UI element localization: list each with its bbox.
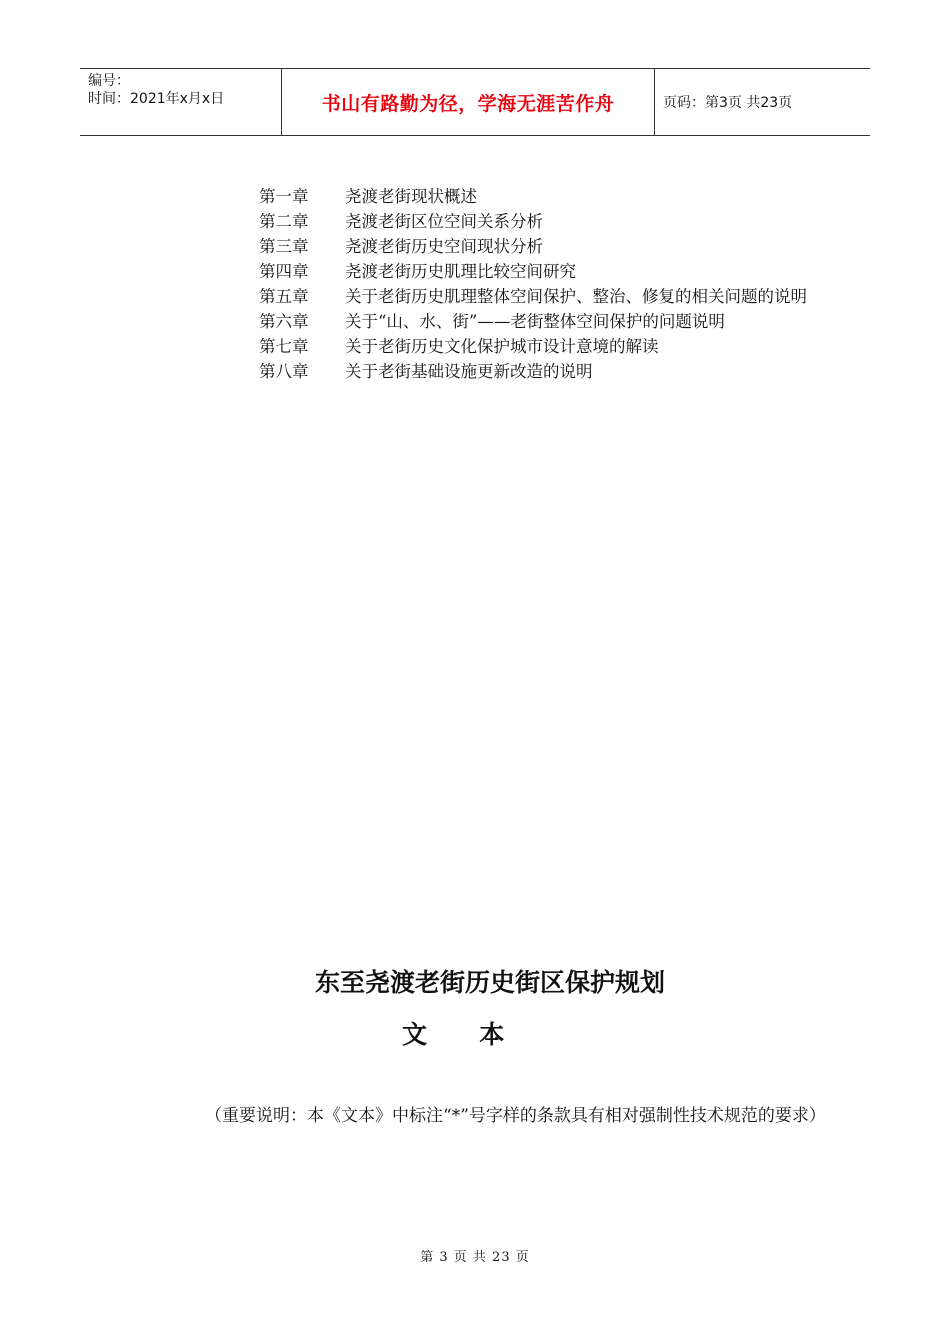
document-number-label: 编号：: [88, 73, 130, 89]
header-page-cell: [655, 69, 870, 135]
toc-title: 尧渡老街区位空间关系分析: [345, 212, 543, 231]
toc-row: [259, 209, 819, 234]
toc-row: [259, 184, 819, 209]
header-motto: 书山有路勤为径，学海无涯苦作舟: [321, 92, 615, 115]
toc-row: [259, 259, 819, 284]
document-subtitle: 文 本: [402, 1020, 505, 1049]
header-motto-cell: [282, 69, 655, 135]
toc-title: 关于老街历史文化保护城市设计意境的解读: [345, 337, 659, 356]
toc-title: 关于老街历史肌理整体空间保护、整治、修复的相关问题的说明: [345, 287, 807, 306]
toc-chapter: 第八章: [259, 362, 309, 381]
toc-row: [259, 359, 819, 384]
toc-title: 尧渡老街现状概述: [345, 187, 477, 206]
page-footer: 第 3 页 共 23 页: [420, 1250, 530, 1265]
page-header: [80, 68, 870, 136]
header-page-info: 页码：第3页 共23页: [663, 95, 793, 111]
toc-row: [259, 334, 819, 359]
toc-title: 关于“山、水、街”——老街整体空间保护的问题说明: [345, 312, 725, 331]
toc-title: 尧渡老街历史肌理比较空间研究: [345, 262, 576, 281]
toc-chapter: 第六章: [259, 312, 309, 331]
toc-row: [259, 284, 819, 309]
table-of-contents: [259, 184, 819, 384]
document-date: 时间：2021年x月x日: [88, 91, 225, 107]
document-title: 东至尧渡老街历史街区保护规划: [314, 968, 665, 997]
toc-chapter: 第七章: [259, 337, 309, 356]
toc-chapter: 第一章: [259, 187, 309, 206]
toc-row: [259, 309, 819, 334]
toc-chapter: 第二章: [259, 212, 309, 231]
toc-chapter: 第三章: [259, 237, 309, 256]
header-meta-cell: [80, 69, 282, 135]
toc-row: [259, 234, 819, 259]
toc-title: 关于老街基础设施更新改造的说明: [345, 362, 593, 381]
toc-title: 尧渡老街历史空间现状分析: [345, 237, 543, 256]
important-note: （重要说明：本《文本》中标注“*”号字样的条款具有相对强制性技术规范的要求）: [205, 1106, 826, 1126]
toc-chapter: 第五章: [259, 287, 309, 306]
toc-chapter: 第四章: [259, 262, 309, 281]
